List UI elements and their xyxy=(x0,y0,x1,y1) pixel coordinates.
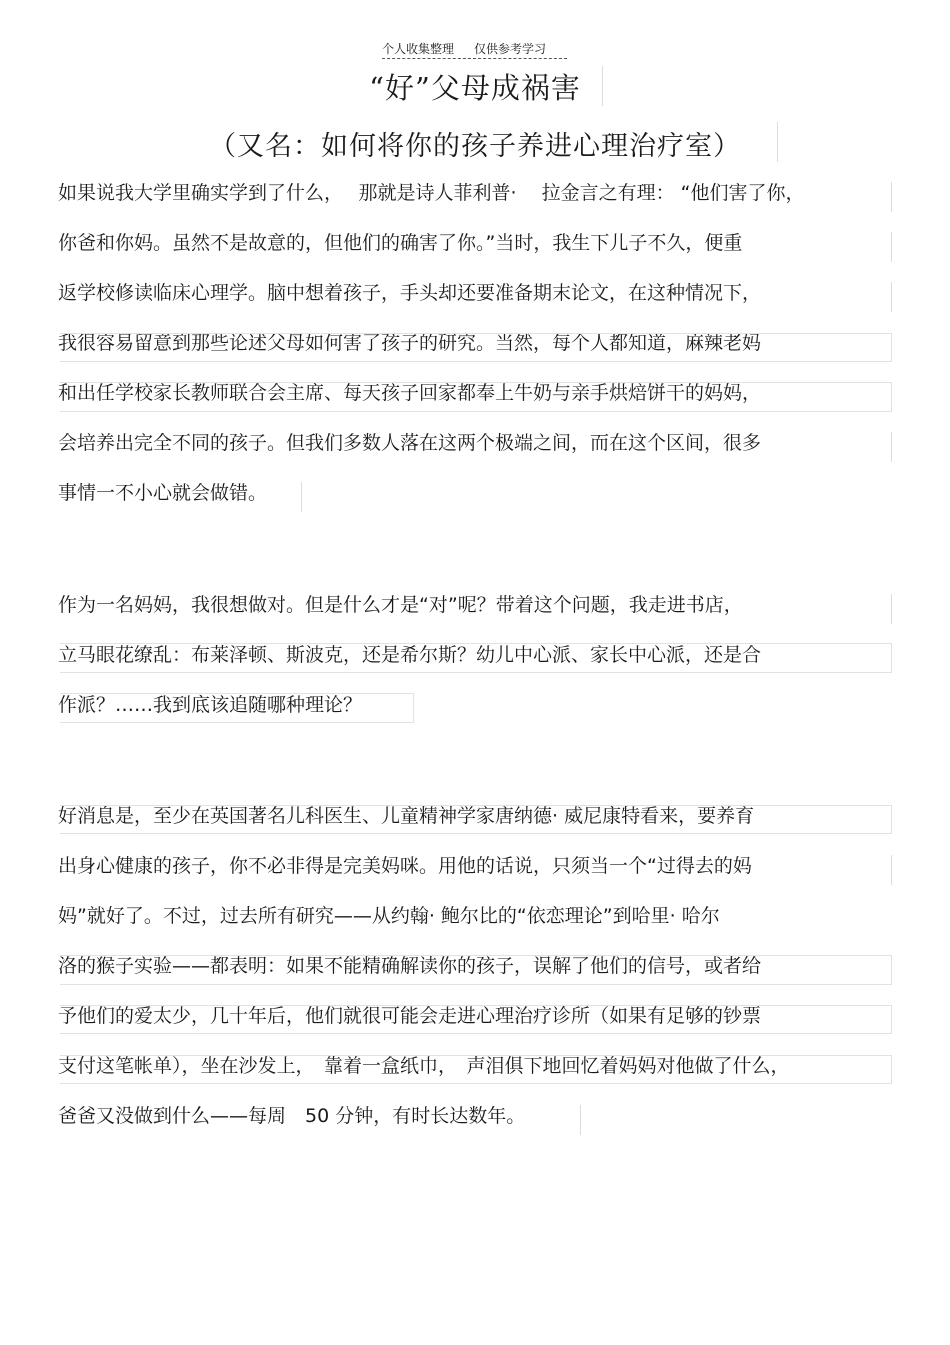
margin-box xyxy=(60,693,414,723)
text-line: 你爸和你妈。虽然不是故意的，但他们的确害了你。”当时，我生下儿子不久，便重 xyxy=(58,232,743,254)
page-subtitle: （又名：如何将你的孩子养进心理治疗室） xyxy=(209,131,741,162)
page-title: “好”父母成祸害 xyxy=(369,71,581,105)
margin-box xyxy=(60,955,892,985)
margin-mark xyxy=(891,855,892,885)
text-line: 会培养出完全不同的孩子。但我们多数人落在这两个极端之间，而在这个区间，很多 xyxy=(58,432,762,454)
margin-box xyxy=(60,643,892,673)
text-line: 如果说我大学里确实学到了什么， 那就是诗人菲利普· 拉金言之有理： “他们害了你， xyxy=(58,182,805,204)
header-left-text: 个人收集整理 xyxy=(382,42,455,56)
text-line: 立马眼花缭乱：布莱泽顿、斯波克，还是希尔斯？幼儿中心派、家长中心派，还是合 xyxy=(58,644,762,666)
divider xyxy=(777,122,778,162)
margin-box xyxy=(60,1005,892,1034)
margin-mark xyxy=(301,482,302,512)
text-line: 作为一名妈妈，我很想做对。但是什么才是“对”呢？带着这个问题，我走进书店， xyxy=(58,594,743,616)
margin-mark xyxy=(891,432,892,462)
text-line: 出身心健康的孩子，你不必非得是完美妈咪。用他的话说，只须当一个“过得去的妈 xyxy=(58,855,752,877)
header-right-text: 仅供参考学习 xyxy=(474,42,547,56)
margin-mark xyxy=(891,232,892,262)
margin-box xyxy=(60,805,892,834)
text-line: 妈”就好了。不过，过去所有研究——从约翰· 鲍尔比的“依恋理论”到哈里· 哈尔 xyxy=(58,905,720,927)
divider xyxy=(602,66,603,106)
margin-mark xyxy=(891,594,892,624)
text-line: 事情一不小心就会做错。 xyxy=(58,482,268,504)
text-line: 予他们的爱太少，几十年后，他们就很可能会走进心理治疗诊所（如果有足够的钞票 xyxy=(58,1005,762,1027)
margin-mark xyxy=(891,182,892,212)
page-header xyxy=(382,40,567,59)
margin-mark xyxy=(580,1105,581,1135)
text-line: 支付这笔帐单），坐在沙发上， 靠着一盒纸巾， 声泪俱下地回忆着妈妈对他做了什么， xyxy=(58,1055,790,1077)
margin-box xyxy=(60,333,892,362)
margin-mark xyxy=(891,282,892,312)
margin-box xyxy=(60,382,892,412)
text-line: 作派？……我到底该追随哪种理论？ xyxy=(58,694,363,716)
text-line: 返学校修读临床心理学。脑中想着孩子，手头却还要准备期末论文，在这种情况下， xyxy=(58,282,762,304)
text-line: 我很容易留意到那些论述父母如何害了孩子的研究。当然，每个人都知道，麻辣老妈 xyxy=(58,332,762,354)
text-line: 爸爸又没做到什么——每周 50 分钟，有时长达数年。 xyxy=(58,1105,526,1127)
text-line: 洛的猴子实验——都表明：如果不能精确解读你的孩子，误解了他们的信号，或者给 xyxy=(58,955,762,977)
text-line: 和出任学校家长教师联合会主席、每天孩子回家都奉上牛奶与亲手烘焙饼干的妈妈， xyxy=(58,382,762,404)
margin-box xyxy=(60,1055,892,1084)
text-line: 好消息是，至少在英国著名儿科医生、儿童精神学家唐纳德· 威尼康特看来，要养育 xyxy=(58,805,755,827)
